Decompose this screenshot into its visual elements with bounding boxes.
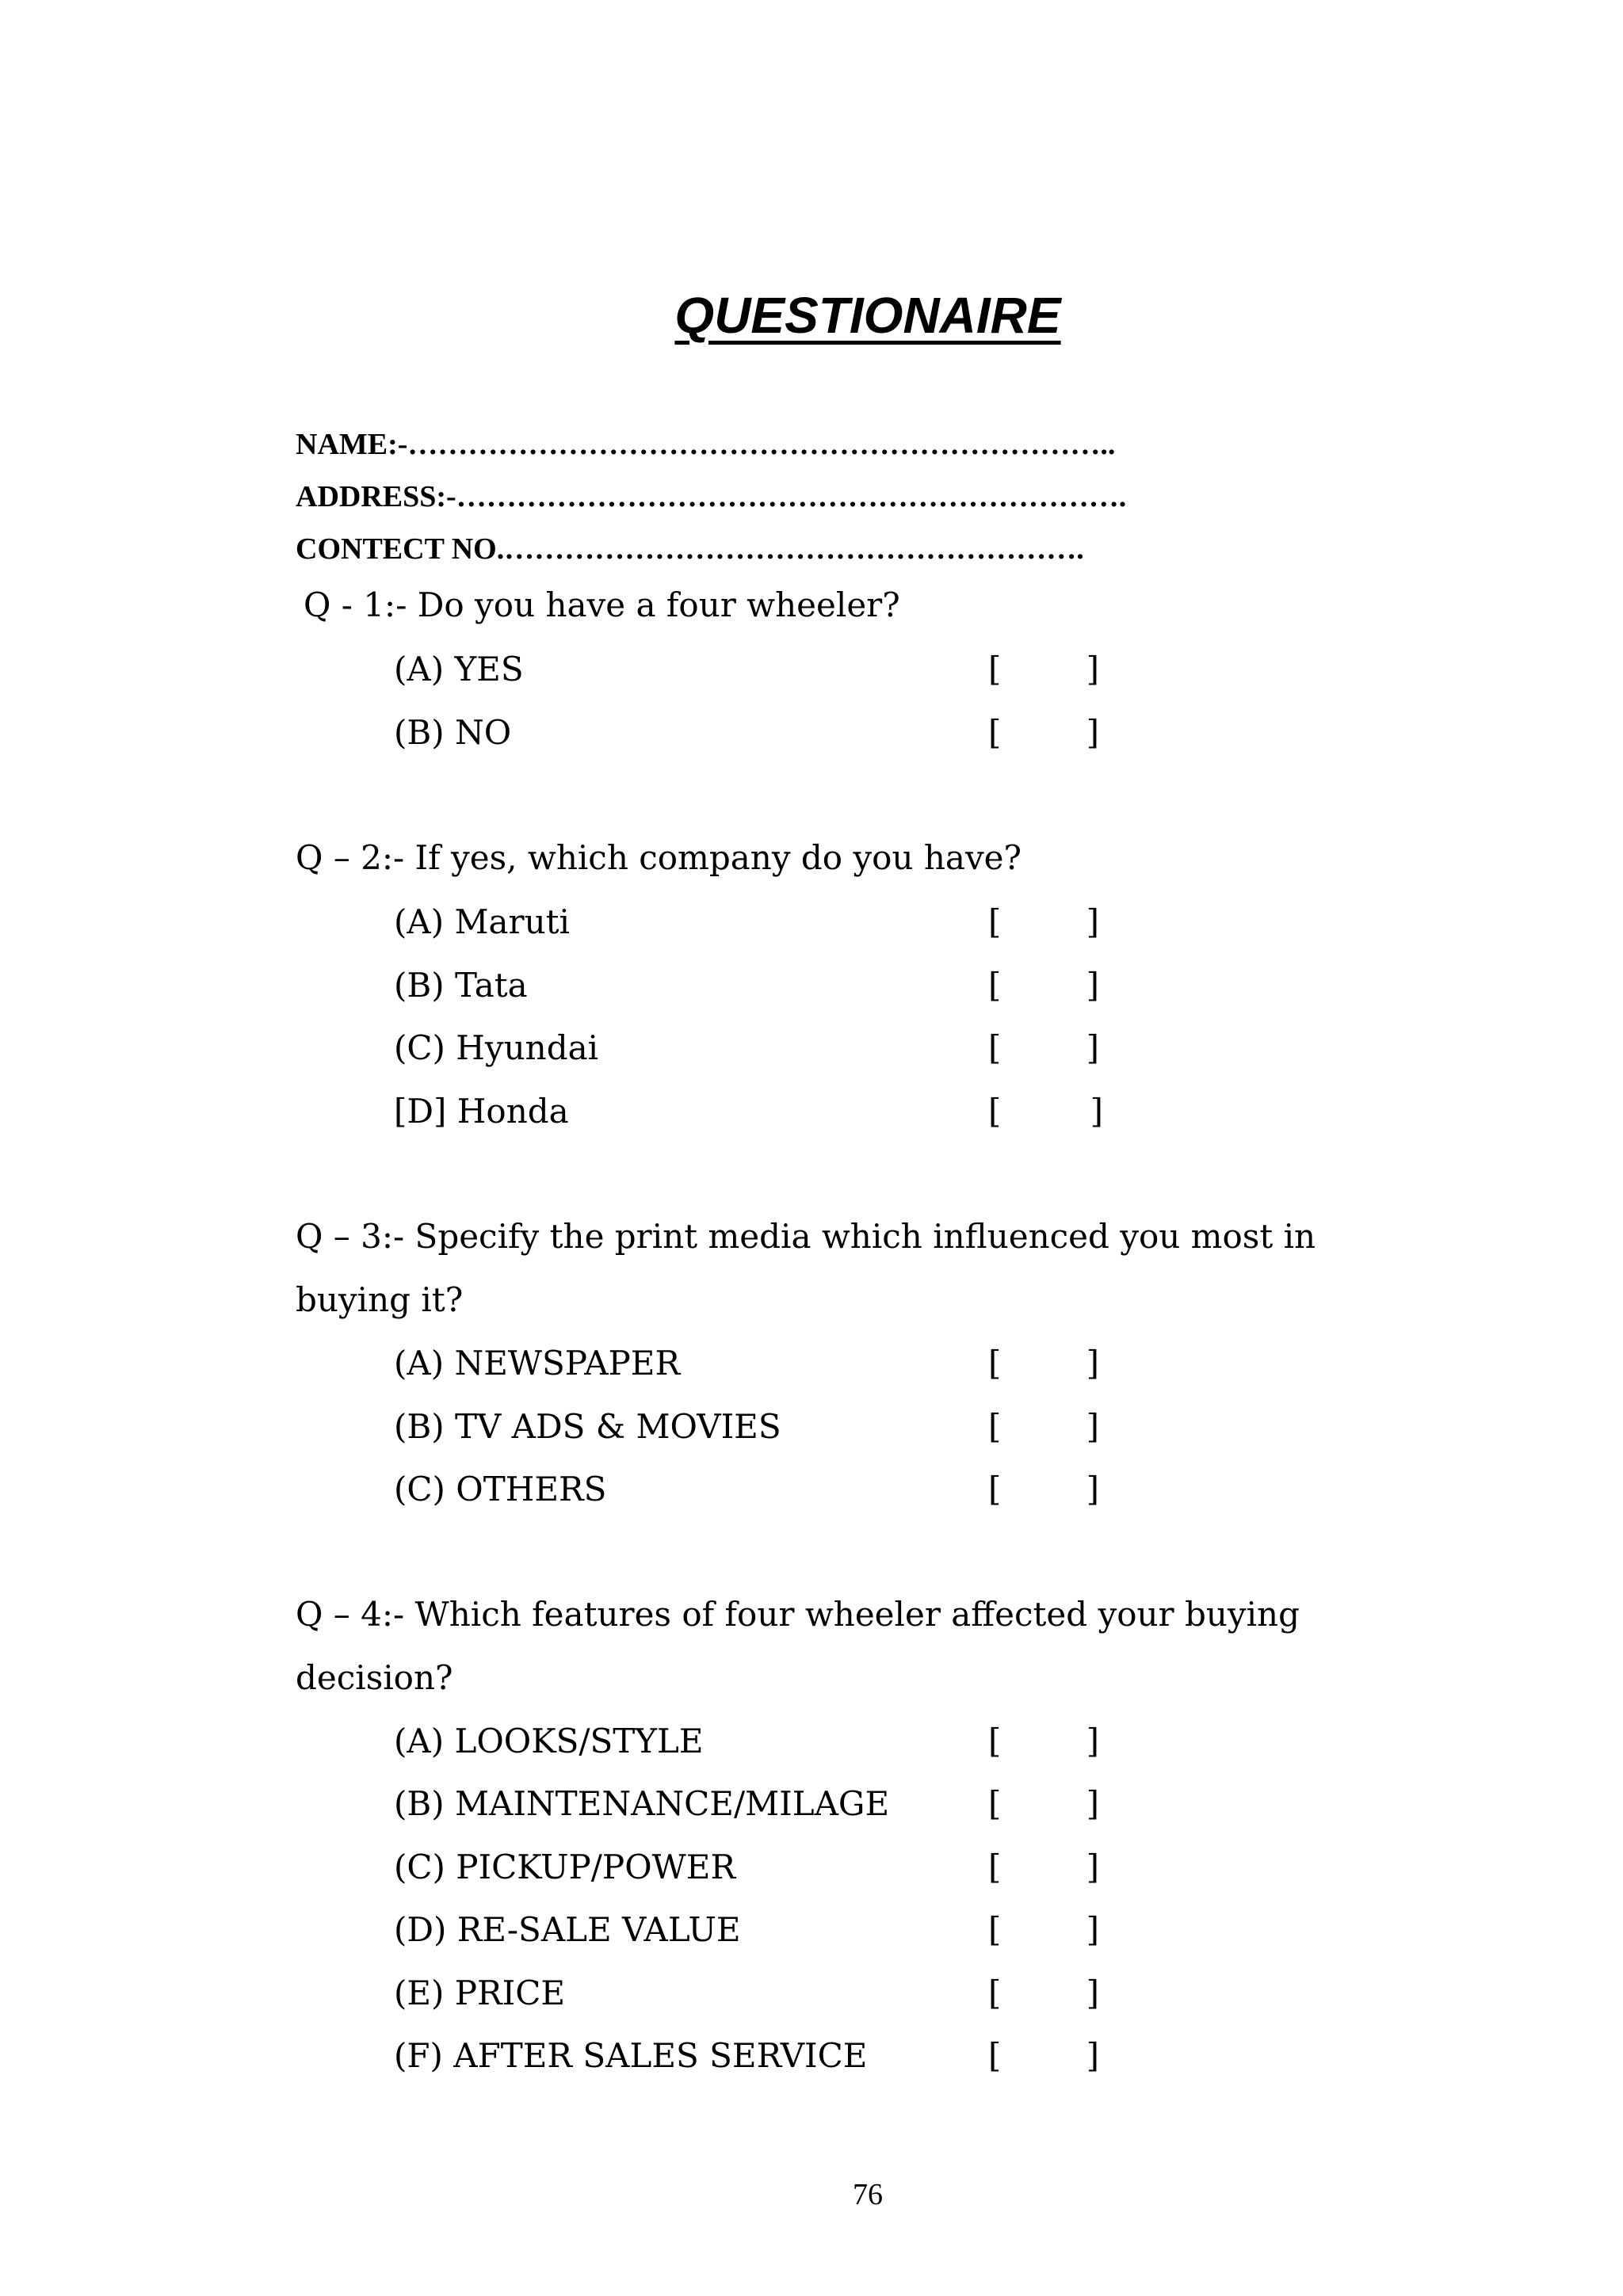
q4-option-c: (C) PICKUP/POWER: [394, 1848, 736, 1886]
question-4: Q – 4:- Which features of four wheeler affected your buying decision?: [296, 1595, 1300, 1697]
q4-option-a: (A) LOOKS/STYLE: [394, 1722, 704, 1760]
page-number: 76: [853, 2178, 883, 2211]
q4-option-d: (D) RE-SALE VALUE: [394, 1910, 741, 1949]
q2-option-a: (A) Maruti: [394, 902, 570, 941]
question-3: Q – 3:- Specify the print media which influenced you most in buying it?: [296, 1217, 1316, 1319]
q4-option-b: (B) MAINTENANCE/MILAGE: [394, 1784, 890, 1823]
q3-option-c: (C) OTHERS: [394, 1470, 607, 1508]
question-2: Q – 2:- If yes, which company do you have?: [296, 838, 1022, 877]
q2-option-c: (C) Hyundai: [394, 1028, 599, 1067]
q4-option-f: (F) AFTER SALES SERVICE: [394, 2036, 868, 2075]
address-field: ADDRESS:-………………………………………………………….: [296, 480, 1127, 513]
q3-option-a: (A) NEWSPAPER: [394, 1344, 681, 1383]
q2-option-b: (B) Tata: [394, 966, 528, 1005]
q3-option-b: (B) TV ADS & MOVIES: [394, 1407, 781, 1446]
q1-option-a: (A) YES: [394, 650, 524, 688]
page-title: QUESTIONAIRE: [674, 287, 1061, 344]
contact-field: CONTECT NO.………………………………………………….: [296, 532, 1084, 566]
name-field: NAME:-……………………………………………………………..: [296, 428, 1116, 461]
q1-option-b: (B) NO: [394, 713, 512, 752]
q4-option-e: (E) PRICE: [394, 1974, 566, 2012]
question-1: Q - 1:- Do you have a four wheeler?: [304, 585, 900, 624]
q2-option-d: [D] Honda: [394, 1092, 569, 1131]
